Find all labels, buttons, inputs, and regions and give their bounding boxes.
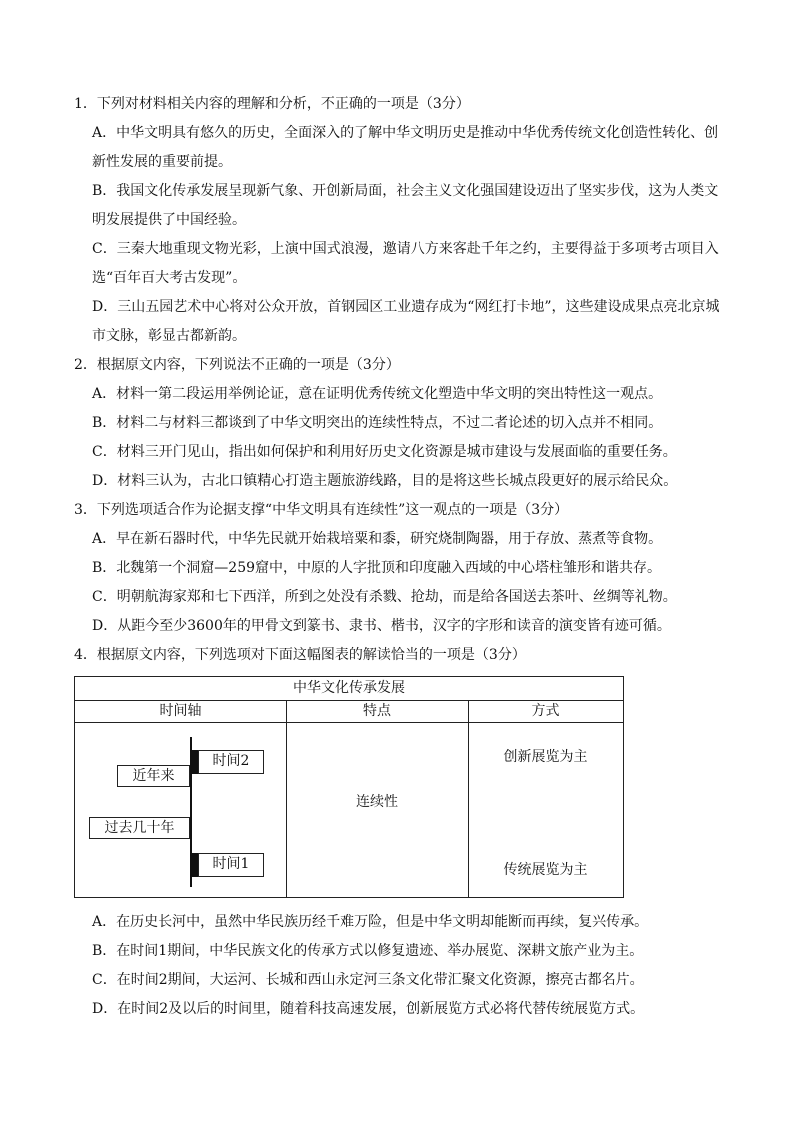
question-1-option-a-cont: 新性发展的重要前提。 — [92, 154, 232, 170]
question-3-option-b: B．北魏第一个洞窟—259窟中，中原的人字批顶和印度融入西域的中心塔柱雏形和谐共存。 — [92, 560, 662, 576]
question-1-option-c-cont: 选“百年百大考古发现”。 — [92, 270, 247, 286]
question-1-stem: 1．下列对材料相关内容的理解和分析，不正确的一项是（3分） — [74, 96, 470, 112]
culture-inheritance-table — [74, 676, 624, 898]
question-3-option-c: C．明朝航海家郑和七下西洋，所到之处没有杀戮、抢劫，而是给各国送去茶叶、丝绸等礼物。 — [92, 589, 677, 605]
header-timeline: 时间轴 — [159, 703, 202, 719]
question-4-option-b: B．在时间1期间，中华民族文化的传承方式以修复遗迹、举办展览、深耕文旅产业为主。 — [92, 943, 644, 959]
question-2-option-d: D．材料三认为，古北口镇精心打造主题旅游线路，目的是将这些长城点段更好的展示给民众。 — [92, 473, 678, 489]
question-4-option-d: D．在时间2及以后的时间里，随着科技高速发展，创新展览方式必将代替传统展览方式。 — [92, 1001, 645, 1017]
question-3-stem: 3．下列选项适合作为论据支撑“中华文明具有连续性”这一观点的一项是（3分） — [74, 502, 569, 518]
mode-innovative: 创新展览为主 — [503, 749, 588, 765]
question-4-option-c: C．在时间2期间，大运河、长城和西山永定河三条文化带汇聚文化资源，擦亮古都名片。 — [92, 972, 644, 988]
question-2-option-c: C．材料三开门见山，指出如何保护和利用好历史文化资源是城市建设与发展面临的重要任务。 — [92, 444, 677, 460]
question-2-stem: 2．根据原文内容，下列说法不正确的一项是（3分） — [74, 357, 400, 373]
question-1-option-a: A．中华文明具有悠久的历史，全面深入的了解中华文明历史是推动中华优秀传统文化创造性转化、创 — [92, 125, 719, 141]
feature-continuity: 连续性 — [356, 794, 398, 810]
question-4-stem: 4．根据原文内容，下列选项对下面这幅图表的解读恰当的一项是（3分） — [74, 647, 526, 663]
recent-years-label: 近年来 — [117, 765, 190, 787]
question-4-option-a: A．在历史长河中，虽然中华民族历经千难万险，但是中华文明却能断而再续，复兴传承。 — [92, 914, 649, 930]
question-3-option-d: D．从距今至少3600年的甲骨文到篆书、隶书、楷书，汉字的字形和读音的演变皆有迹可循。 — [92, 618, 671, 634]
time2-label: 时间2 — [198, 750, 264, 774]
question-1-option-d-cont: 市文脉，彰显古都新韵。 — [92, 328, 246, 344]
question-2-option-a: A．材料一第二段运用举例论证，意在证明优秀传统文化塑造中华文明的突出特性这一观点。 — [92, 386, 663, 402]
mode-traditional: 传统展览为主 — [503, 862, 588, 878]
header-feature: 特点 — [363, 703, 391, 719]
header-mode: 方式 — [531, 703, 560, 719]
question-3-option-a: A．早在新石器时代，中华先民就开始栽培粟和黍，研究烧制陶器，用于存放、蒸煮等食物。 — [92, 531, 663, 547]
question-1-option-c: C．三秦大地重现文物光彩，上演中国式浪漫，邀请八方来客赴千年之约，主要得益于多项考古项目入 — [92, 241, 719, 257]
time1-label: 时间1 — [198, 853, 264, 877]
question-2-option-b: B．材料二与材料三都谈到了中华文明突出的连续性特点，不过二者论述的切入点并不相同。 — [92, 415, 663, 431]
past-decades-label: 过去几十年 — [89, 817, 190, 839]
table-title: 中华文化传承发展 — [293, 680, 405, 696]
question-1-option-b-cont: 明发展提供了中国经验。 — [92, 212, 246, 228]
question-1-option-d: D．三山五园艺术中心将对公众开放，首钢园区工业遗存成为“网红打卡地”，这些建设成果点亮北京城 — [92, 299, 720, 315]
question-1-option-b: B．我国文化传承发展呈现新气象、开创新局面，社会主义文化强国建设迈出了坚实步伐，这为人类文 — [92, 183, 719, 199]
